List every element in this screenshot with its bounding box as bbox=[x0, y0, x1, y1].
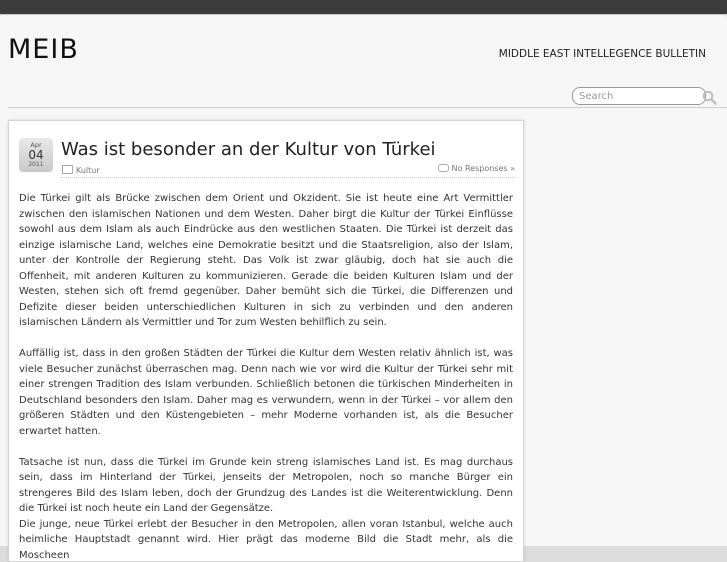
page-wrapper bbox=[0, 14, 727, 546]
post-body bbox=[19, 191, 513, 562]
post-paragraph: Die junge, neue Türkei erlebt der Besucher in den Metropolen, allen voran Istanbul, welche auch heimliche Hauptstadt genannt wird. Hier prägt das moderne Bild die Stadt mehr, als die Moscheen bbox=[19, 517, 513, 562]
search-input[interactable] bbox=[572, 87, 706, 105]
date-year: 2011 bbox=[19, 161, 53, 169]
comment-icon bbox=[438, 164, 449, 172]
magnifier-icon[interactable] bbox=[702, 90, 717, 105]
responses-label: No Responses » bbox=[452, 164, 515, 173]
date-month: Apr bbox=[19, 141, 53, 149]
header-divider bbox=[8, 107, 727, 108]
date-day: 04 bbox=[19, 149, 53, 161]
site-tagline: MIDDLE EAST INTELLEGENCE BULLETIN bbox=[499, 48, 706, 60]
category-label: Kultur bbox=[76, 166, 100, 175]
post-paragraph: Tatsache ist nun, dass die Türkei im Grunde kein streng islamisches Land ist. Es mag durchaus sein, dass im Hinterland der Türkei, jenseits der Metropolen, noch so manche Bürger ein strengeres Bild des Islam leben, doch der Grundzug des Landes ist die Weiterentwicklung. Denn die Türkei ist noch heute ein Land der Gegensätze. bbox=[19, 455, 513, 517]
site-logo[interactable]: MEIB bbox=[8, 34, 79, 65]
responses-link[interactable] bbox=[438, 164, 515, 173]
date-badge bbox=[19, 138, 53, 172]
post-title[interactable]: Was ist besonder an der Kultur von Türkei bbox=[61, 139, 436, 160]
meta-divider bbox=[61, 177, 515, 178]
post-paragraph: Auffällig ist, dass in den großen Städten der Türkei die Kultur dem Westen relativ ähnlich ist, was viele Besucher zunächst überraschen mag. Denn nach wie vor wird die Kultur der Türkei sehr mit einer strengen Tradition des Islam verbunden. Schließlich betonen die türkischen Minderheiten in Deutschland besonders den Islam. Daher mag es verwundern, wenn in der Türkei – vor allem den größeren Städten und den Küstengebieten – mehr Moderne vorhanden ist, als die Besucher erwartet hatten. bbox=[19, 346, 513, 439]
browser-top-bar bbox=[0, 0, 727, 14]
post-paragraph: Die Türkei gilt als Brücke zwischen dem Orient und Okzident. Sie ist heute eine Art Vermittler zwischen den islamischen Nationen und dem Westen. Daher birgt die Kultur der Türkei Einflüsse sowohl aus dem Islam als auch Eindrücke aus den westlichen Staaten. Die Türkei ist derzeit das einzige islamische Land, welches eine Demokratie besitzt und die Staatsreligion, also der Islam, unter der Kontrolle der Regierung steht. Das Volk ist zwar gläubig, doch hat sie auch die Offenheit, mit anderen Kulturen zu kommunizieren. Gerade die beiden Kulturen Islam und der Westen, stehen sich oft fremd gegenüber. Daher bemüht sich die Türkei, die Differenzen und Defizite dieser beiden unterschiedlichen Kulturen in sich zu verbinden und den anderen islamischen Ländern als Vermittler und Tor zum Westen behilflich zu sein. bbox=[19, 191, 513, 331]
category-link[interactable] bbox=[62, 165, 100, 175]
folder-icon bbox=[62, 165, 73, 174]
post-article bbox=[8, 120, 524, 562]
